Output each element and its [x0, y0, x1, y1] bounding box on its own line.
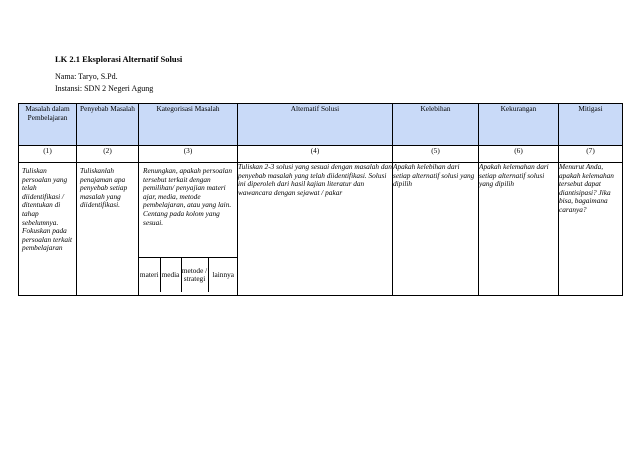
column-number: (5) — [393, 146, 479, 163]
desc-masalah[interactable]: Tuliskan persoalan yang telah diidentifikasi / ditentukan di tahap sebelumnya. Fokuskan pada persoalan terkait pembelajaran — [19, 163, 77, 296]
category-metode-strategi[interactable]: metode / strategi — [181, 258, 208, 293]
institution-name: Instansi: SDN 2 Negeri Agung — [55, 84, 154, 93]
column-number: (6) — [479, 146, 559, 163]
desc-penyebab[interactable]: Tuliskanlah penajaman apa penyebab setiap masalah yang diidentifikasi. — [77, 163, 139, 296]
category-materi[interactable]: materi — [139, 258, 160, 293]
author-name: Nama: Taryo, S.Pd. — [55, 72, 118, 81]
category-media[interactable]: media — [160, 258, 181, 293]
header-kategorisasi: Kategorisasi Masalah — [139, 104, 238, 146]
description-row — [19, 163, 623, 296]
header-penyebab: Penyebab Masalah — [77, 104, 139, 146]
column-number: (2) — [77, 146, 139, 163]
column-number: (3) — [139, 146, 238, 163]
document-title: LK 2.1 Eksplorasi Alternatif Solusi — [55, 54, 183, 64]
column-number: (1) — [19, 146, 77, 163]
header-kekurangan: Kekurangan — [479, 104, 559, 146]
header-masalah: Masalah dalam Pembelajaran — [19, 104, 77, 146]
column-number: (7) — [559, 146, 623, 163]
number-row — [19, 146, 623, 163]
desc-kekurangan[interactable]: Apakah kelemahan dari setiap alternatif solusi yang dipilih — [479, 163, 559, 296]
worksheet-table — [18, 103, 623, 296]
desc-kategorisasi[interactable]: Renungkan, apakah persoalan tersebut terkait dengan pemilihan/ penyajian materi ajar, media, metode pembelajaran, atau yang lain. Centang pada kolom yang sesuai. — [143, 166, 232, 227]
header-kelebihan: Kelebihan — [393, 104, 479, 146]
header-alternatif-solusi: Alternatif Solusi — [238, 104, 393, 146]
desc-kelebihan[interactable]: Apakah kelebihan dari setiap alternatif solusi yang dipilih — [393, 163, 479, 296]
desc-alternatif-solusi[interactable]: Tuliskan 2-3 solusi yang sesuai dengan masalah dan penyebab masalah yang telah diidentifikasi. Solusi ini diperoleh dari hasil kajian literatur dan wawancara dengan sejawat / pakar — [238, 163, 393, 296]
category-lainnya[interactable]: lainnya — [208, 258, 238, 293]
kategorisasi-cell — [139, 163, 238, 296]
header-row — [19, 104, 623, 146]
column-number: (4) — [238, 146, 393, 163]
category-checkbox-table — [139, 257, 238, 292]
desc-mitigasi[interactable]: Menurut Anda, apakah kelemahan tersebut dapat diantisipasi? Jika bisa, bagaimana caranya? — [559, 163, 623, 296]
header-mitigasi: Mitigasi — [559, 104, 623, 146]
